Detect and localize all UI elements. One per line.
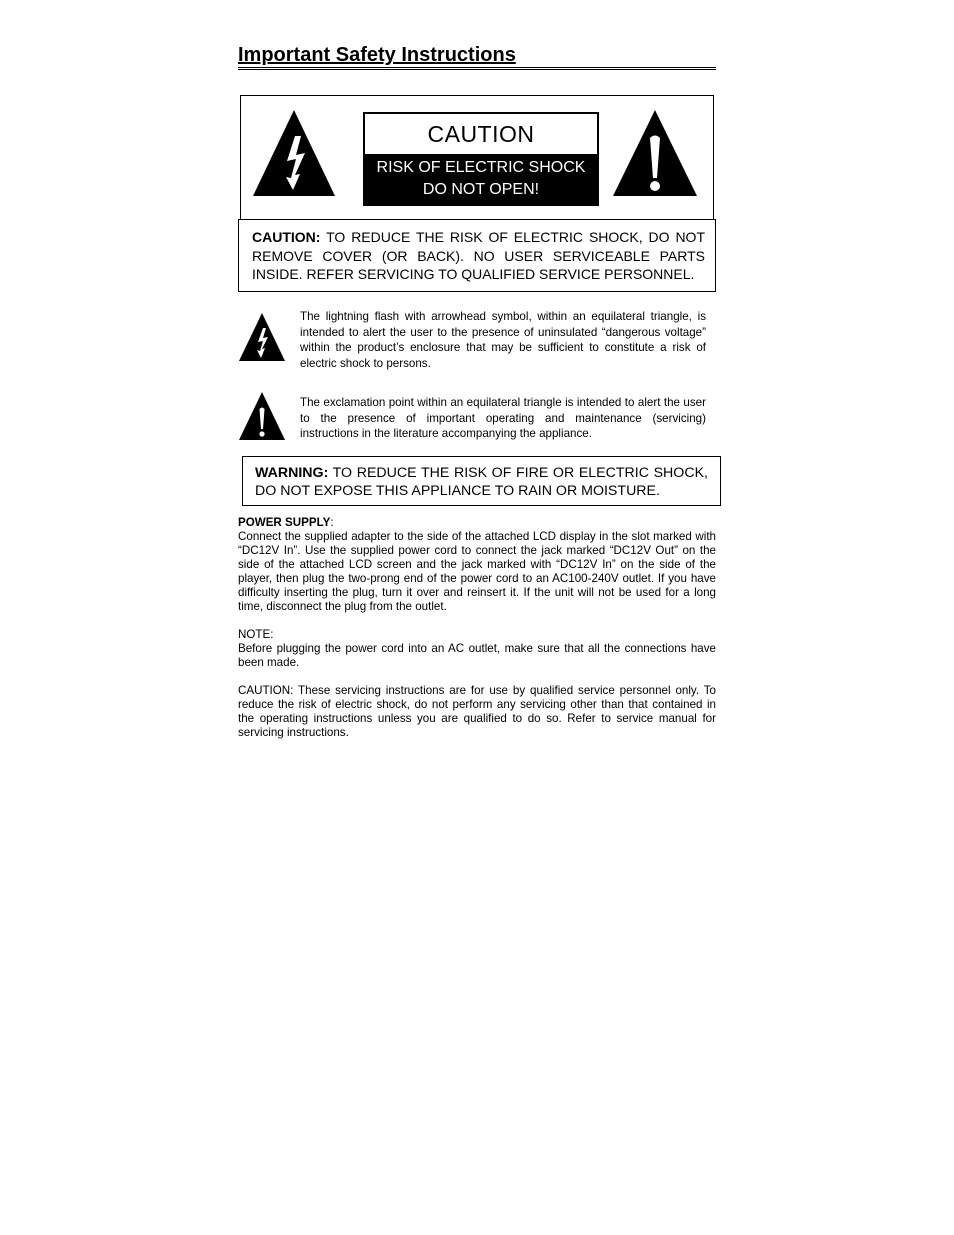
exclamation-triangle-icon: [611, 108, 699, 198]
caution-label-line2: DO NOT OPEN!: [422, 181, 540, 198]
warning-notice: [242, 456, 721, 506]
page-title-text: Important Safety Instructions: [238, 44, 516, 66]
power-supply-text: Connect the supplied adapter to the side of the attached LCD display in the slot marked with “DC12V In”. Use the supplied power cord to connect the jack marked “DC12V Out” on the side of the attached LCD screen and the jack marked with “DC12V In” on the side of the player, then plug the two-prong end of the power cord to an AC100-240V outlet. If you have difficulty inserting the plug, turn it over and reinsert it. If the unit will not be used for a long time, disconnect the plug from the outlet.: [238, 530, 716, 613]
note-section: [238, 628, 716, 670]
note-heading: NOTE:: [238, 628, 274, 641]
note-text: Before plugging the power cord into an AC outlet, make sure that all the connections have been made.: [238, 642, 716, 669]
warning-label: WARNING:: [255, 465, 329, 481]
caution-panel: [240, 95, 714, 219]
caution-label-line1: RISK OF ELECTRIC SHOCK: [376, 159, 586, 176]
caution-notice: [238, 219, 716, 292]
lightning-triangle-icon: [238, 312, 286, 362]
caution-label: [363, 112, 599, 206]
caution-notice-label: CAUTION:: [252, 229, 321, 245]
power-supply-section: [238, 516, 716, 614]
lightning-triangle-icon: [251, 108, 337, 198]
caution-notice-text: TO REDUCE THE RISK OF ELECTRIC SHOCK, DO NOT REMOVE COVER (OR BACK). NO USER SERVICEABLE PARTS INSIDE. REFER SERVICING TO QUALIFIED SERVICE PERSONNEL.: [252, 229, 705, 282]
page-title: [238, 43, 716, 70]
exclamation-triangle-icon: [238, 391, 286, 441]
caution-label-banner: [365, 154, 597, 204]
exclamation-symbol-text: The exclamation point within an equilateral triangle is intended to alert the user to the presence of important operating and maintenance (servicing) instructions in the literature accompanying the appliance.: [300, 396, 706, 441]
power-supply-colon: :: [330, 516, 334, 529]
exclamation-symbol-explanation: [238, 395, 716, 443]
power-supply-heading: POWER SUPPLY: [238, 516, 331, 529]
lightning-symbol-text: The lightning flash with arrowhead symbol, within an equilateral triangle, is intended to alert the user to the presence of uninsulated “dangerous voltage” within the product’s enclosure that may be sufficient to constitute a risk of electric shock to persons.: [300, 310, 706, 370]
lightning-symbol-explanation: [238, 309, 716, 373]
warning-text: TO REDUCE THE RISK OF FIRE OR ELECTRIC SHOCK, DO NOT EXPOSE THIS APPLIANCE TO RAIN OR MOISTURE.: [255, 465, 708, 499]
servicing-caution: CAUTION: These servicing instructions are for use by qualified service personnel only. To reduce the risk of electric shock, do not perform any servicing other than that contained in the operating instructions unless you are qualified to do so. Refer to service manual for servicing instructions.: [238, 684, 716, 739]
caution-label-heading: CAUTION: [427, 121, 535, 147]
